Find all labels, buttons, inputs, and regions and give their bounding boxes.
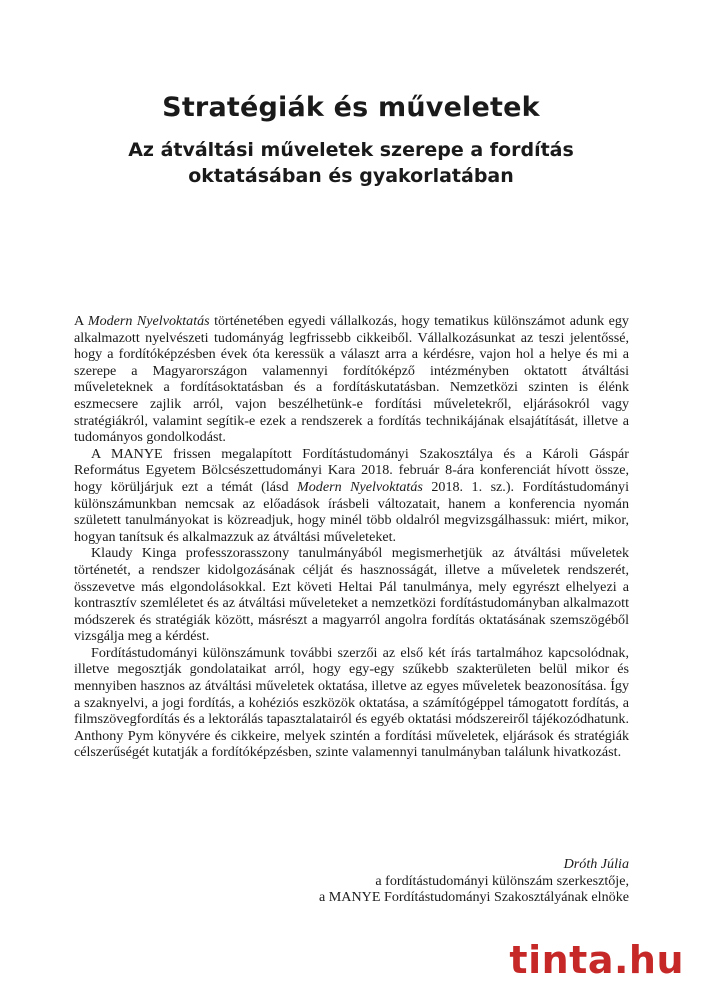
page-title: Stratégiák és műveletek	[162, 92, 540, 123]
journal-title: Modern Nyelvoktatás	[87, 313, 210, 329]
body-text	[74, 313, 629, 761]
signature-name: Dróth Júlia	[563, 856, 629, 872]
signature-role-line-2: a MANYE Fordítástudományi Szakosztályának elnöke	[319, 889, 629, 906]
signature-block	[319, 856, 629, 906]
signature-role-line-1: a fordítástudományi különszám szerkesztője,	[375, 872, 629, 889]
title-block	[0, 92, 702, 189]
paragraph-2: A MANYE frissen megalapított Fordítástudományi Szakosztálya és a Károli Gáspár Református Egyetem Bölcsészettudományi Kara 2018. február 8-ára konferenciát hívott össze, hogy körüljárjuk ezt a témát (lásd Modern Nyelvoktatás 2018. 1. sz.). Fordítástudományi különszámunkban nemcsak az előadások írásbeli változatait, hanem a konferencia nyomán született tanulmányokat is közreadjuk, hogy minél több oldalról megvizsgálhassuk: miért, mikor, hogyan tanítsuk és alkalmazzuk az átváltási műveleteket.	[74, 445, 629, 545]
paragraph-1: A Modern Nyelvoktatás történetében egyedi vállalkozás, hogy tematikus különszámot adunk egy alkalmazott nyelvészeti tudományág legfrissebb cikkeiből. Vállalkozásunkat az teszi jelentőssé, hogy a fordítóképzésben évek óta keressük a választ arra a kérdésre, vajon hol a helye és mi a szerepe a Magyarországon valamennyi fordítóképző intézményben oktatott átváltási műveleteknek a fordításoktatásban és a fordításkutatásban. Nemzetközi szinten is élénk eszmecsere zajlik arról, vajon beszélhetünk-e fordítási műveletekről, eljárásokról vagy stratégiákról, valamint segítik-e ezek a rendszerek a fordítás technikájának elsajátítását, illetve a tudományos gondolkodást.	[74, 313, 629, 446]
journal-title: Modern Nyelvoktatás	[297, 478, 423, 495]
watermark-logo: tinta.hu	[509, 938, 684, 982]
page-subtitle: Az átváltási műveletek szerepe a fordítás oktatásában és gyakorlatában	[128, 139, 574, 187]
paragraph-3: Klaudy Kinga professzorasszony tanulmányából megismerhetjük az átváltási műveletek történetét, a rendszer kidolgozásának célját és hasznosságát, illetve a műveletek rendszerét, összevetve más elgondolásokkal. Ezt követi Heltai Pál tanulmánya, mely egyrészt elhelyezi a kontrasztív szemléletet és az átváltási műveleteket a nemzetközi fordítástudományban alkalmazott módszerek és stratégiák között, másrészt a magyarról angolra fordítás oktatásának szemszögéből vizsgálja meg a kérdést.	[74, 545, 629, 645]
paragraph-4: Fordítástudományi különszámunk további szerzői az első két írás tartalmához kapcsolódnak, illetve megosztják gondolataikat arról, hogy egy-egy szűkebb szakterületen belül mikor és mennyiben hasznos az átváltási műveletek oktatása, illetve az egyes műveletek beazonosítása. Így a szaknyelvi, a jogi fordítás, a kohéziós eszközök oktatása, a számítógéppel támogatott fordítás, a filmszövegfordítás és a lektorálás tapasztalatairól és egyéb oktatási módszereiről tájékozódhatunk. Anthony Pym könyvére és cikkeire, melyek szintén a fordítási műveletek, eljárások és stratégiák célszerűségét kutatják a fordítóképzésben, szinte valamennyi tanulmányban találunk hivatkozást.	[74, 644, 629, 761]
